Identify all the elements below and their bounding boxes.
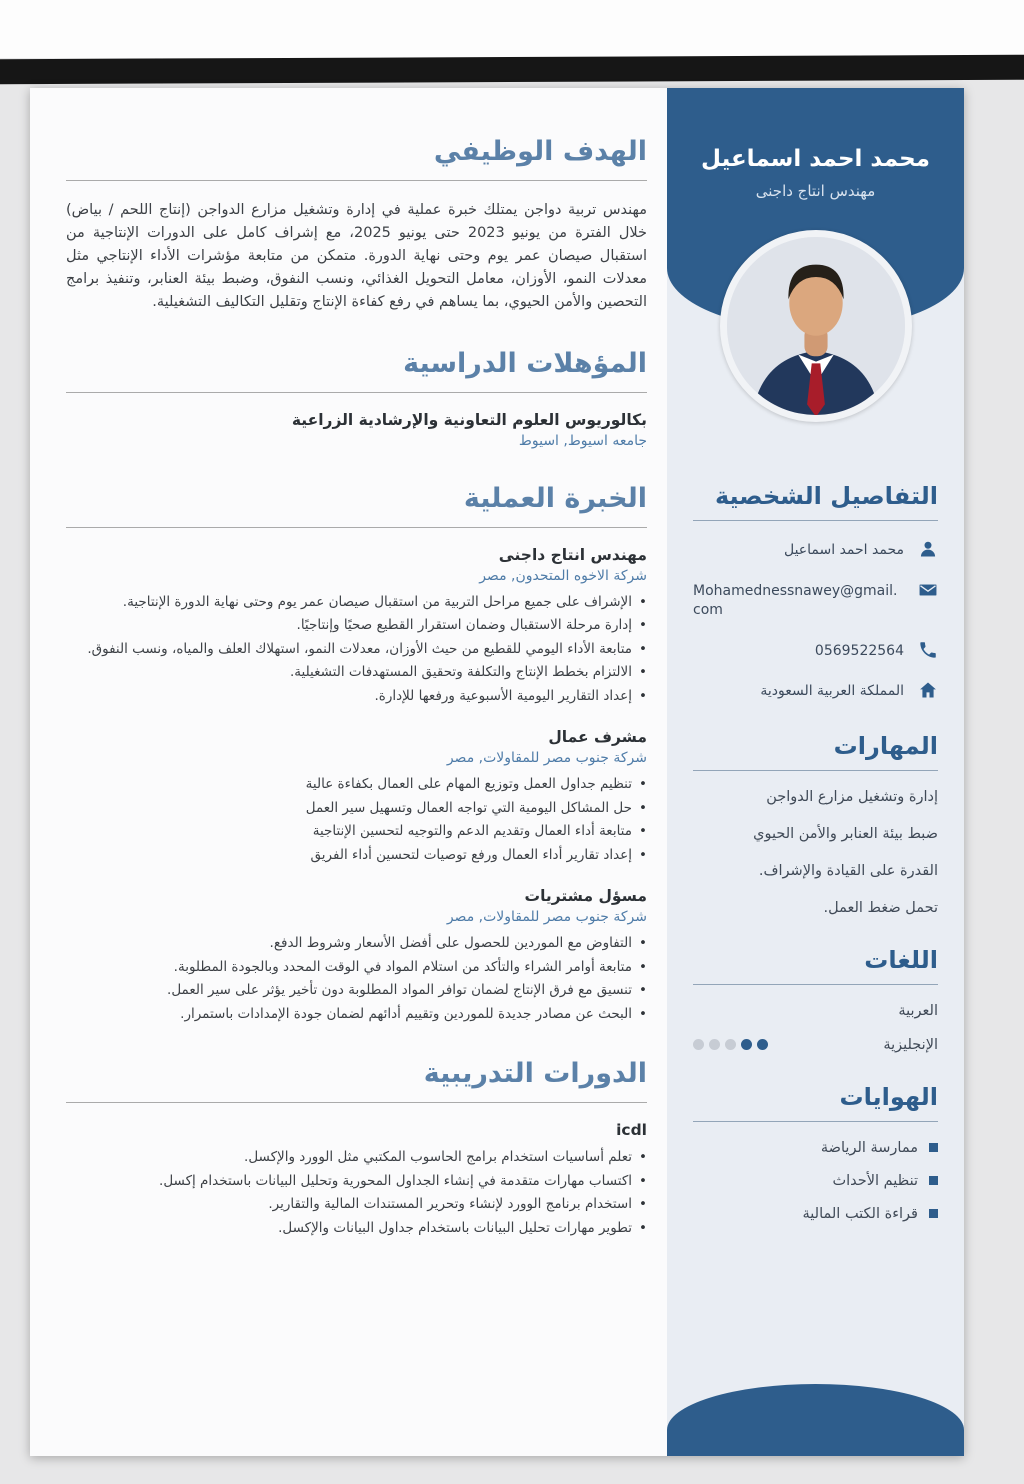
job-title: مشرف عمال <box>548 728 647 747</box>
job-bullet-list <box>66 592 647 707</box>
objective-section <box>66 136 647 314</box>
personal-details-heading: التفاصيل الشخصية <box>693 482 938 521</box>
hobby-item <box>693 1140 938 1156</box>
experience-bullet: • تنظيم جداول العمل وتوزيع المهام على العمال بكفاءة عالية <box>66 774 647 795</box>
skill-item: إدارة وتشغيل مزارع الدواجن <box>766 788 938 805</box>
skills-heading: المهارات <box>693 732 938 771</box>
course-bullet: • تعلم أساسيات استخدام برامج الحاسوب المكتبي مثل الوورد والإكسل. <box>66 1147 647 1168</box>
resume-main-column <box>30 88 667 1456</box>
language-level-dot <box>709 1039 720 1050</box>
hobby-label: ممارسة الرياضة <box>820 1139 918 1156</box>
language-level-dot <box>725 1039 736 1050</box>
envelope-icon <box>918 580 938 600</box>
language-label: العربية <box>898 1002 938 1019</box>
experience-bullet: • إدارة مرحلة الاستقبال وضمان استقرار القطيع صحيًا وإنتاجيًا. <box>66 615 647 636</box>
personal-details-section <box>693 482 938 702</box>
sidebar-footer-curve <box>667 1384 964 1456</box>
user-icon <box>918 539 938 559</box>
experience-heading: الخبرة العملية <box>66 483 647 528</box>
contact-location-row <box>693 680 938 702</box>
skill-item: تحمل ضغط العمل. <box>823 899 938 916</box>
job-title: مهندس انتاج داجنى <box>498 545 647 564</box>
course-bullet: • تطوير مهارات تحليل البيانات باستخدام جداول البيانات والإكسل. <box>66 1218 647 1239</box>
home-icon <box>918 680 938 700</box>
course-bullet-list <box>66 1147 647 1238</box>
hobbies-heading: الهوايات <box>693 1083 938 1122</box>
language-level <box>693 1039 768 1050</box>
education-section <box>66 348 647 449</box>
experience-bullet: • إعداد تقارير أداء العمال ورفع توصيات لتحسين أداء الفريق <box>66 845 647 866</box>
contact-phone: 0569522564 <box>814 642 904 659</box>
experience-job <box>66 728 647 865</box>
hobby-item <box>693 1206 938 1222</box>
courses-heading: الدورات التدريبية <box>66 1058 647 1103</box>
language-label: الإنجليزية <box>883 1036 938 1053</box>
courses-section <box>66 1058 647 1238</box>
company-name: شركة الاخوه المتحدون, مصر <box>479 567 647 584</box>
experience-bullet: • التفاوض مع الموردين للحصول على أفضل الأسعار وشروط الدفع. <box>66 933 647 954</box>
profile-photo-illustration <box>727 237 905 415</box>
experience-bullet: • متابعة أداء العمال وتقديم الدعم والتوجيه لتحسين الإنتاجية <box>66 821 647 842</box>
job-bullet-list <box>66 933 647 1024</box>
resume-document <box>30 88 964 1456</box>
company-name: شركة جنوب مصر للمقاولات, مصر <box>446 909 647 926</box>
experience-bullet: • الإشراف على جميع مراحل التربية من استقبال صيصان عمر يوم وحتى نهاية الدورة الإنتاجية. <box>66 592 647 613</box>
experience-bullet: • إعداد التقارير اليومية الأسبوعية ورفعها للإدارة. <box>66 686 647 707</box>
course-bullet: • اكتساب مهارات متقدمة في إنشاء الجداول المحورية وتحليل البيانات باستخدام إكسل. <box>66 1171 647 1192</box>
hobby-item <box>693 1173 938 1189</box>
language-level-dot <box>757 1039 768 1050</box>
degree-name: بكالوريوس العلوم التعاونية والإرشادية الزراعية <box>291 410 647 429</box>
experience-bullet: • الالتزام بخطط الإنتاج والتكلفة وتحقيق المستهدفات التشغيلية. <box>66 662 647 683</box>
experience-job <box>66 887 647 1024</box>
job-title: مسؤل مشتريات <box>524 887 647 906</box>
hobby-label: تنظيم الأحداث <box>832 1172 918 1189</box>
scan-top-margin <box>0 0 1024 58</box>
hobby-label: قراءة الكتب المالية <box>802 1205 918 1222</box>
profile-job-title: مهندس انتاج داجنى <box>755 182 876 200</box>
contact-name-row <box>693 539 938 561</box>
language-level-dot <box>693 1039 704 1050</box>
education-heading: المؤهلات الدراسية <box>66 348 647 393</box>
contact-email-row <box>693 580 938 621</box>
resume-sidebar <box>667 88 964 1456</box>
profile-photo <box>720 230 912 422</box>
experience-job <box>66 546 647 707</box>
skill-item: ضبط بيئة العنابر والأمن الحيوي <box>753 825 938 842</box>
skill-item: القدرة على القيادة والإشراف. <box>758 862 938 879</box>
languages-heading: اللغات <box>693 946 938 985</box>
hobbies-section <box>693 1083 938 1222</box>
profile-name: محمد احمد اسماعيل <box>701 146 930 172</box>
experience-bullet: • متابعة الأداء اليومي للقطيع من حيث الأوزان، معدلات النمو، استهلاك العلف والمياه، ونسب النفوق. <box>66 639 647 660</box>
experience-bullet: • البحث عن مصادر جديدة للموردين وتقييم أدائهم لضمان جودة الإمدادات باستمرار. <box>66 1004 647 1025</box>
skills-section <box>693 732 938 916</box>
language-level-dot <box>741 1039 752 1050</box>
sidebar-body <box>667 482 964 1222</box>
contact-phone-row <box>693 640 938 662</box>
contact-name: محمد احمد اسماعيل <box>783 542 904 558</box>
language-item <box>693 1003 938 1019</box>
course-bullet: • استخدام برنامج الوورد لإنشاء وتحرير المستندات المالية والتقارير. <box>66 1194 647 1215</box>
objective-text: مهندس تربية دواجن يمتلك خبرة عملية في إدارة وتشغيل مزارع الدواجن (إنتاج اللحم / بياض) خلال الفترة من يونيو 2023 حتى يونيو 2025، مع إشراف كامل على الدورات الإنتاجية من استقبال صيصان عمر يوم وحتى نهاية الدورة. متمكن من متابعة مؤشرات الأداء الإنتاجي مثل معدلات النمو، الأوزان، معامل التحويل الغذائي، ونسب النفوق، وضبط بيئة العنابر، وتنفيذ برامج التحصين والأمن الحيوي، بما يساهم في رفع كفاءة الإنتاج وتقليل التكاليف التشغيلية. <box>66 202 647 310</box>
university-name: جامعه اسيوط, اسيوط <box>518 432 647 449</box>
objective-heading: الهدف الوظيفي <box>66 136 647 181</box>
experience-bullet: • تنسيق مع فرق الإنتاج لضمان توافر المواد المطلوبة دون تأخير يؤثر على سير العمل. <box>66 980 647 1001</box>
phone-icon <box>918 640 938 660</box>
scan-dark-band <box>0 55 1024 85</box>
contact-email: Mohamednessnawey@gmail.com <box>693 582 898 619</box>
job-bullet-list <box>66 774 647 865</box>
languages-section <box>693 946 938 1053</box>
language-item <box>693 1037 938 1053</box>
experience-bullet: • حل المشاكل اليومية التي تواجه العمال وتسهيل سير العمل <box>66 798 647 819</box>
company-name: شركة جنوب مصر للمقاولات, مصر <box>446 750 647 767</box>
course-title: icdl <box>616 1121 647 1140</box>
experience-bullet: • متابعة أوامر الشراء والتأكد من استلام المواد في الوقت المحدد وبالجودة المطلوبة. <box>66 957 647 978</box>
contact-location: المملكة العربية السعودية <box>760 683 904 700</box>
experience-section <box>66 483 647 1025</box>
